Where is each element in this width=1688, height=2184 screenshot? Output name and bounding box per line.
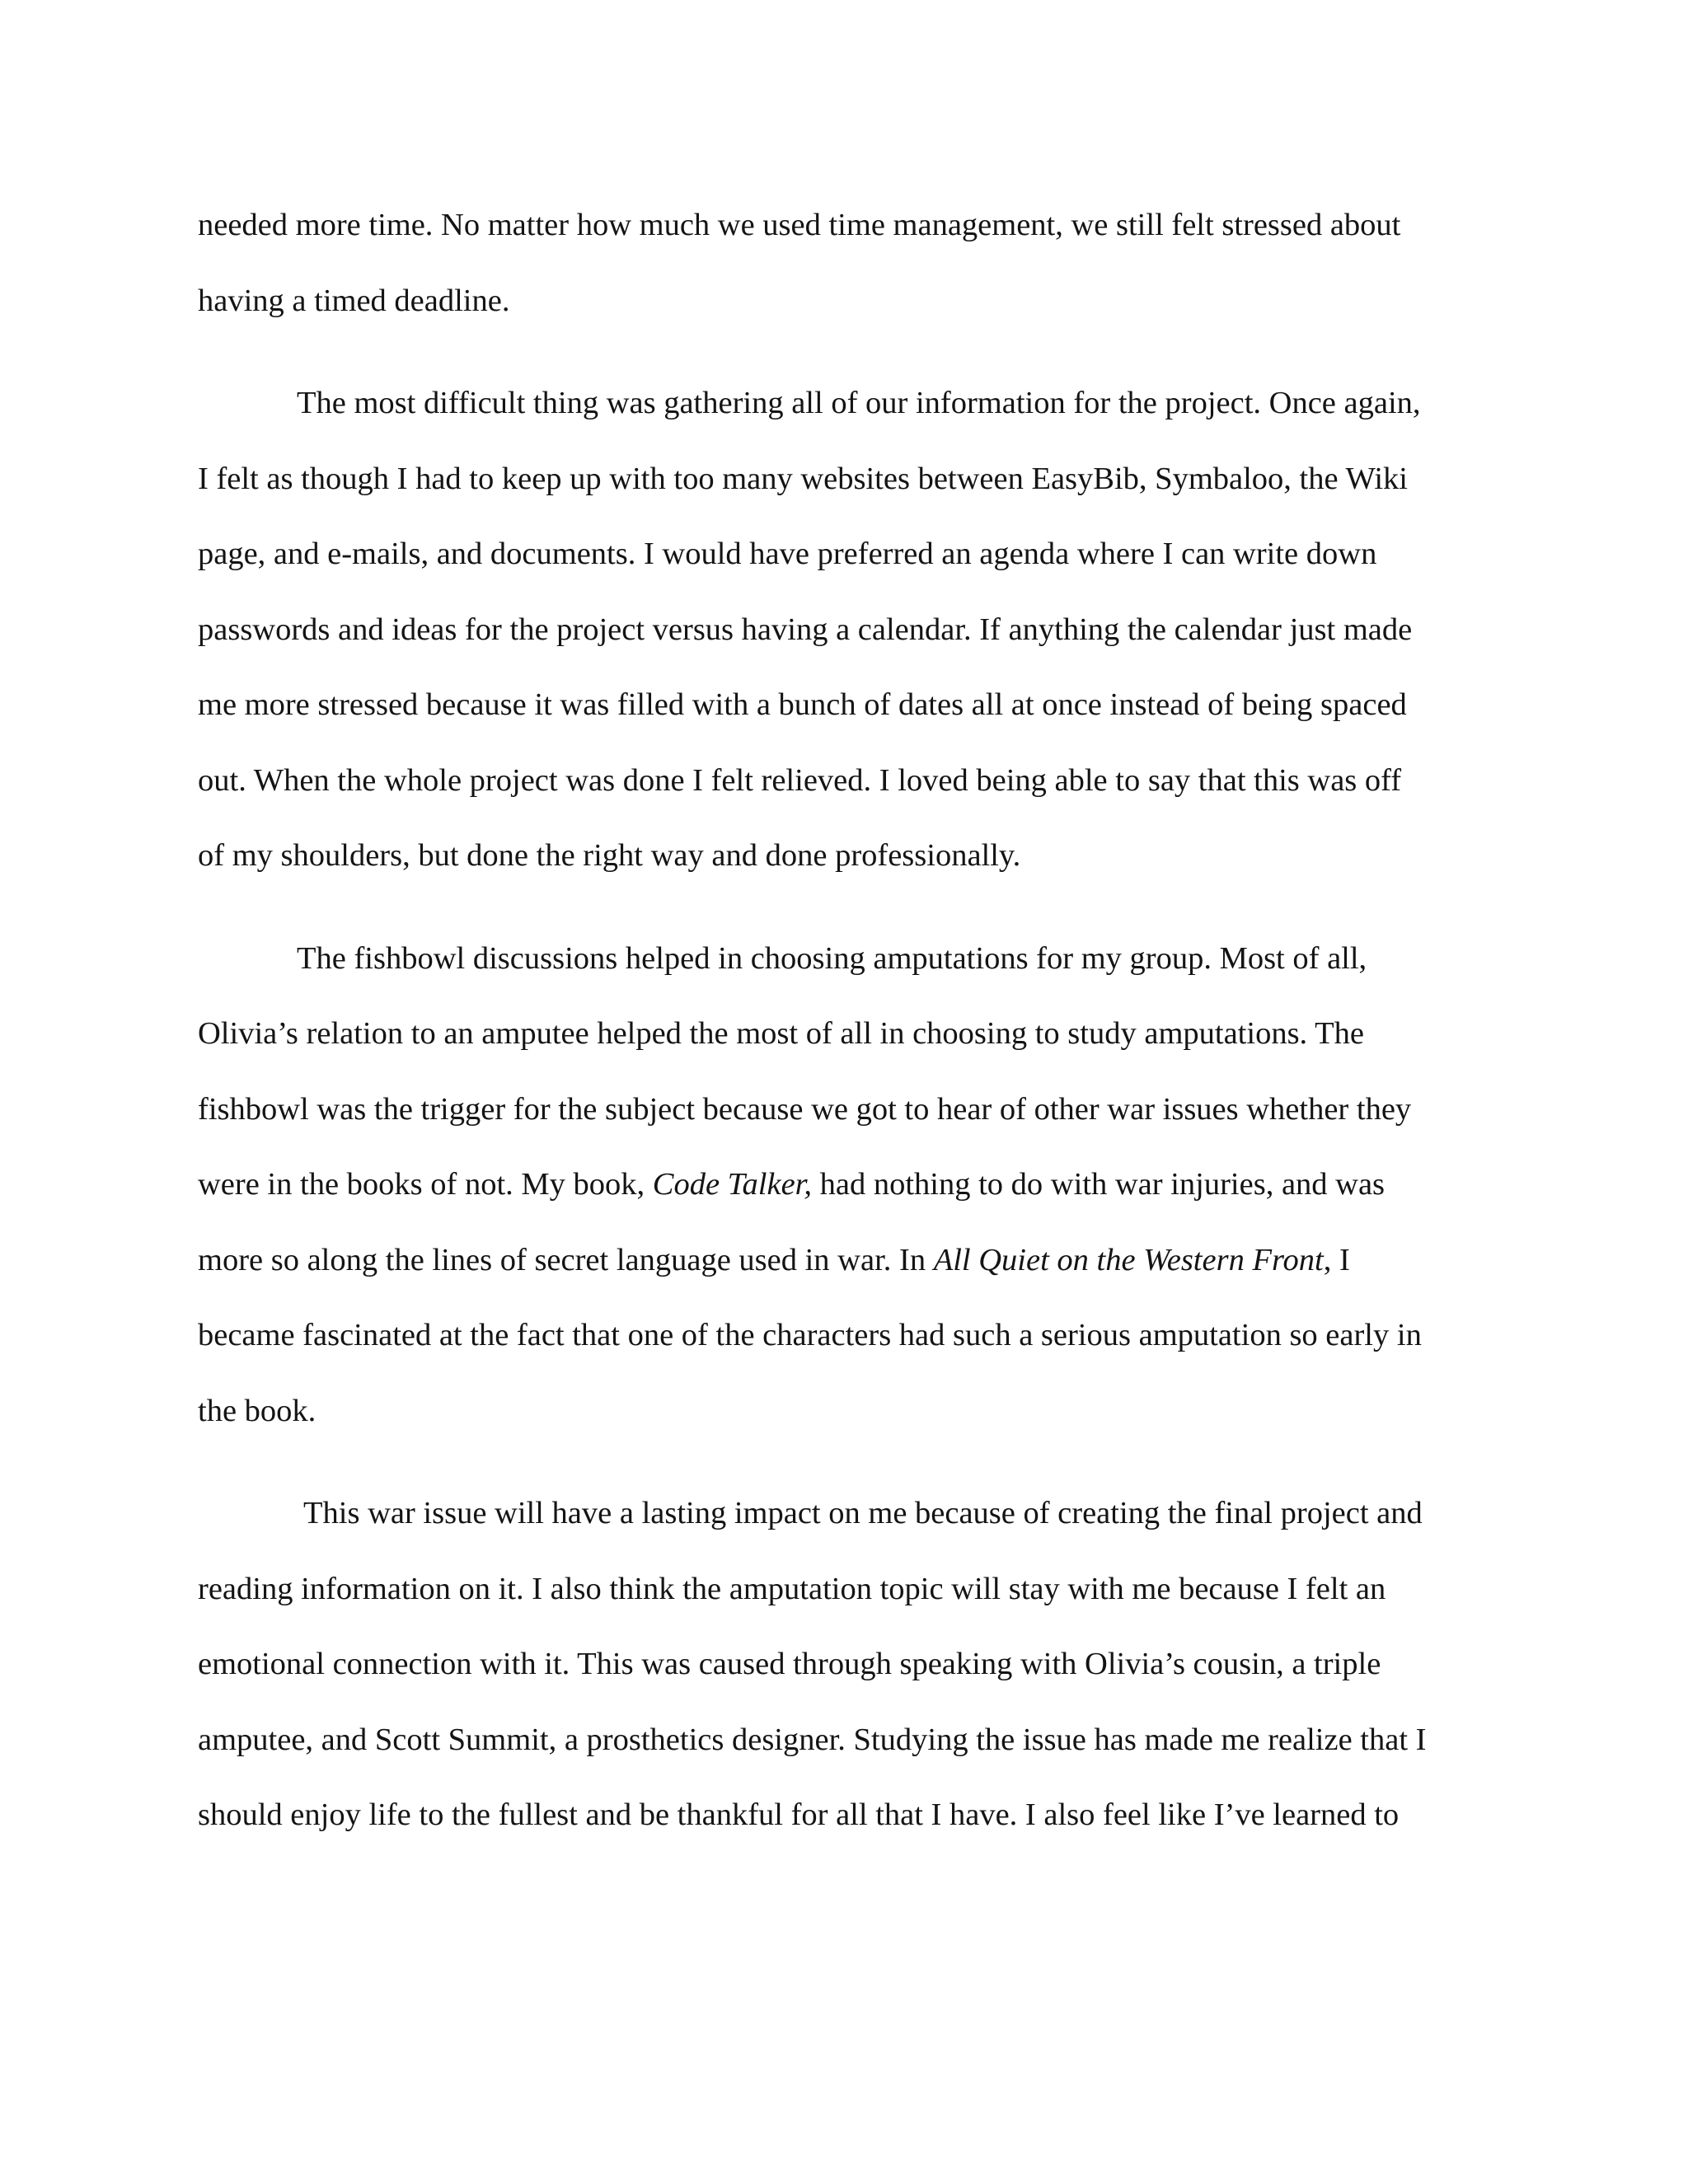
text-line: emotional connection with it. This was caused through speaking with Olivia’s cousin, a triple <box>198 1647 1381 1681</box>
text-line: passwords and ideas for the project versus having a calendar. If anything the calendar just made <box>198 612 1413 647</box>
text-run: , I <box>1323 1242 1350 1277</box>
text-line: amputee, and Scott Summit, a prosthetics designer. Studying the issue has made me realize that I <box>198 1722 1427 1757</box>
text-line: having a timed deadline. <box>198 283 510 318</box>
paragraph-2 <box>198 366 1508 894</box>
text-run: more so along the lines of secret language used in war. In <box>198 1242 934 1277</box>
text-line: The fishbowl discussions helped in choosing amputations for my group. Most of all, <box>297 940 1367 976</box>
text-line <box>198 1223 1508 1299</box>
paragraph-4 <box>198 1476 1508 1854</box>
text-line: out. When the whole project was done I felt relieved. I loved being able to say that this was off <box>198 762 1402 798</box>
text-line <box>198 1147 1508 1223</box>
book-title-italic: All Quiet on the Western Front <box>933 1242 1324 1277</box>
text-run: had nothing to do with war injuries, and was <box>812 1167 1386 1202</box>
paragraph-1 <box>198 188 1508 339</box>
document-body <box>198 188 1508 1854</box>
text-line: should enjoy life to the fullest and be thankful for all that I have. I also feel like I’ve learned to <box>198 1797 1400 1832</box>
text-line: became fascinated at the fact that one of the characters had such a serious amputation so early in <box>198 1318 1422 1352</box>
text-line: needed more time. No matter how much we used time management, we still felt stressed about <box>198 208 1401 242</box>
text-line: fishbowl was the trigger for the subject because we got to hear of other war issues whether they <box>198 1091 1412 1127</box>
text-line: I felt as though I had to keep up with too many websites between EasyBib, Symbaloo, the Wiki <box>198 461 1408 496</box>
text-line: This war issue will have a lasting impact on me because of creating the final project and <box>303 1496 1423 1530</box>
paragraph-3 <box>198 921 1508 1450</box>
text-line: of my shoulders, but done the right way and done professionally. <box>198 838 1021 873</box>
text-line: page, and e-mails, and documents. I would have preferred an agenda where I can write down <box>198 537 1377 571</box>
text-line: The most difficult thing was gathering all of our information for the project. Once again, <box>297 386 1421 420</box>
text-line: me more stressed because it was filled with a bunch of dates all at once instead of being spaced <box>198 687 1407 722</box>
text-line: Olivia’s relation to an amputee helped the most of all in choosing to study amputations. The <box>198 1016 1364 1051</box>
text-line: reading information on it. I also think the amputation topic will stay with me because I felt an <box>198 1571 1386 1606</box>
text-run: were in the books of not. My book, <box>198 1167 653 1202</box>
book-title-italic: Code Talker, <box>652 1167 812 1202</box>
text-line: the book. <box>198 1393 316 1428</box>
